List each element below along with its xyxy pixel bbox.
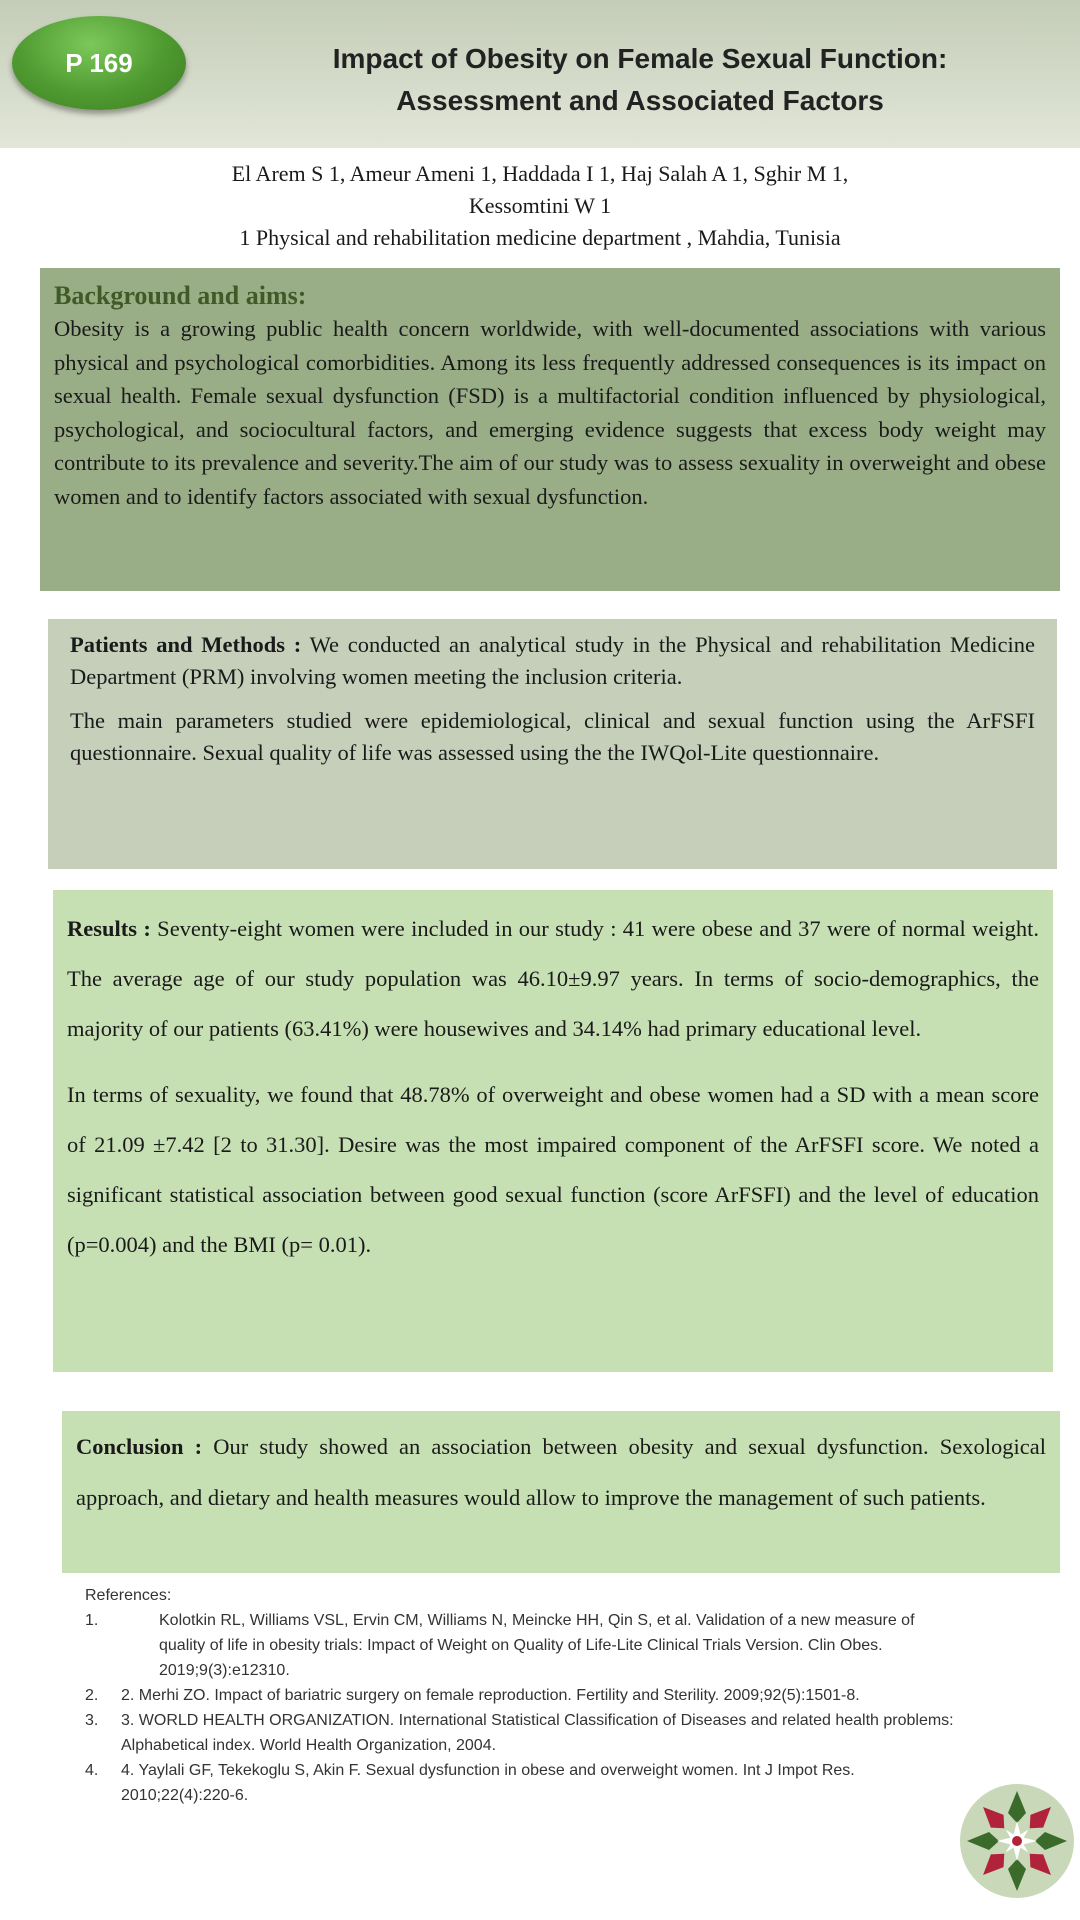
conclusion-heading: Conclusion :: [76, 1434, 203, 1459]
authors-line-2: Kessomtini W 1: [468, 193, 612, 218]
floral-star-emblem-icon: [958, 1782, 1076, 1900]
reference-text: Kolotkin RL, Williams VSL, Ervin CM, Williams N, Meincke HH, Qin S, et al. Validation of a new measure of quality of life in obesity trials: Impact of Weight on Quality of Life-Lite Clinical Trials Version. Clin Obes. 2019;9(3):e12310.: [159, 1612, 915, 1679]
poster-title: [230, 38, 1050, 122]
results-heading: Results :: [67, 916, 151, 941]
reference-number: 1.: [85, 1612, 99, 1629]
poster-number-badge: P 169: [12, 16, 186, 110]
methods-text-2: The main parameters studied were epidemiological, clinical and sexual function using the ArFSFI questionnaire. Sexual quality of life was assessed using the the IWQol-Lite questionnaire.: [70, 708, 1035, 765]
results-section: [53, 890, 1053, 1372]
methods-text-1: We conducted an analytical study in the Physical and rehabilitation Medicine Department (PRM) involving women meeting the inclusion criteria.: [70, 632, 1035, 689]
references-section: [85, 1583, 955, 1808]
methods-paragraph-1: [70, 629, 1035, 693]
background-heading: Background and aims:: [54, 281, 307, 310]
reference-number: 4.: [85, 1762, 99, 1779]
conclusion-paragraph: [76, 1421, 1046, 1523]
authors-block: [100, 158, 980, 254]
background-text: Obesity is a growing public health concern worldwide, with well-documented associations with various physical and psychological comorbidities. Among its less frequently addressed consequences is its impact on sexual health. Female sexual dysfunction (FSD) is a multifactorial condition influenced by physiological, psychological, and sociocultural factors, and emerging evidence suggests that excess body weight may contribute to its prevalence and severity.The aim of our study was to assess sexuality in overweight and obese women and to identify factors associated with sexual dysfunction.: [54, 316, 1046, 509]
authors-line-1: El Arem S 1, Ameur Ameni 1, Haddada I 1, Haj Salah A 1, Sghir M 1,: [231, 161, 849, 186]
title-line-1: Impact of Obesity on Female Sexual Function:: [332, 43, 948, 74]
conclusion-text: Our study showed an association between obesity and sexual dysfunction. Sexological approach, and dietary and health measures would allow to improve the management of such patients.: [76, 1434, 1047, 1510]
references-label: References:: [85, 1587, 172, 1604]
reference-text: 3. WORLD HEALTH ORGANIZATION. International Statistical Classification of Diseases and related health problems: Alphabetical index. World Health Organization, 2004.: [121, 1712, 954, 1754]
methods-section: [48, 619, 1057, 869]
reference-item: [85, 1683, 955, 1708]
reference-number: 3.: [85, 1712, 99, 1729]
reference-item: [85, 1758, 955, 1808]
title-line-2: Assessment and Associated Factors: [396, 85, 884, 116]
reference-text: 4. Yaylali GF, Tekekoglu S, Akin F. Sexual dysfunction in obese and overweight women. Int J Impot Res. 2010;22(4):220-6.: [121, 1762, 855, 1804]
background-section: [40, 268, 1060, 591]
poster-header: [0, 0, 1080, 148]
reference-number: 2.: [85, 1687, 99, 1704]
reference-item: [85, 1708, 955, 1758]
reference-item: [85, 1608, 955, 1683]
references-list: [85, 1608, 955, 1808]
methods-heading: Patients and Methods :: [70, 632, 302, 657]
results-text-1: Seventy-eight women were included in our study : 41 were obese and 37 were of normal weight. The average age of our study population was 46.10±9.97 years. In terms of socio-demographics, the majority of our patients (63.41%) were housewives and 34.14% had primary educational level.: [67, 916, 1039, 1041]
conclusion-section: [62, 1411, 1060, 1573]
results-paragraph-1: [67, 904, 1039, 1054]
results-text-2: In terms of sexuality, we found that 48.78% of overweight and obese women had a SD with a mean score of 21.09 ±7.42 [2 to 31.30]. Desire was the most impaired component of the ArFSFI score. We noted a significant statistical association between good sexual function (score ArFSFI) and the level of education (p=0.004) and the BMI (p= 0.01).: [67, 1082, 1039, 1257]
reference-text: 2. Merhi ZO. Impact of bariatric surgery on female reproduction. Fertility and Sterility. 2009;92(5):1501-8.: [121, 1687, 860, 1704]
affiliation: 1 Physical and rehabilitation medicine department , Mahdia, Tunisia: [239, 225, 841, 250]
